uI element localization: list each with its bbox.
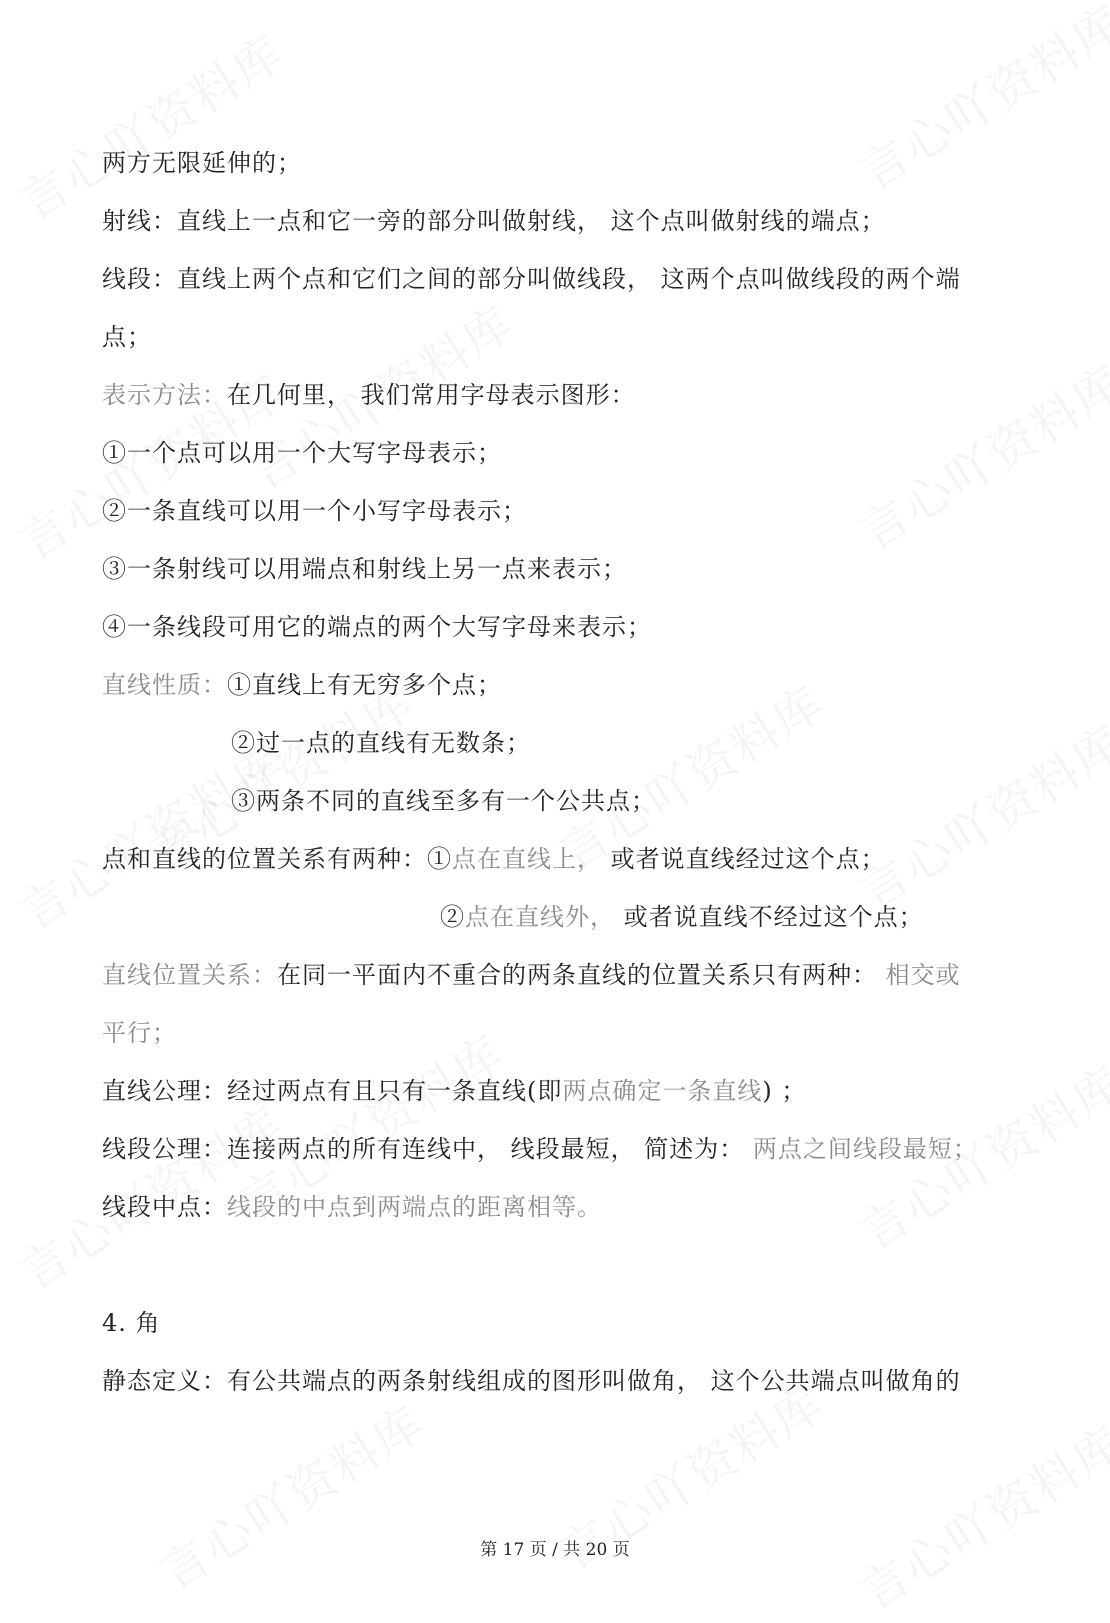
text-line <box>440 902 924 932</box>
text-line <box>102 554 627 584</box>
text-segment: 线段中点： <box>102 1193 227 1221</box>
text-line <box>102 960 961 990</box>
text-line <box>102 1076 806 1106</box>
watermark <box>845 346 1110 563</box>
text-segment: 两点之间线段最短； <box>752 1135 978 1163</box>
text-segment: ② <box>440 903 465 931</box>
text-segment: 点； <box>102 323 152 351</box>
watermark <box>845 0 1110 203</box>
text-line <box>231 786 656 816</box>
text-segment: 或者说直线不经过这个点； <box>615 903 924 931</box>
text-segment: 直线公理：经过两点有且只有一条直线(即 <box>102 1077 563 1105</box>
text-segment: 点在直线外， <box>465 903 615 931</box>
text-segment: ①直线上有无穷多个点； <box>227 671 502 699</box>
text-segment: 线段的中点到两端点的距离相等。 <box>227 1193 602 1221</box>
text-segment: 点在直线上， <box>452 845 602 873</box>
text-line <box>102 322 152 352</box>
watermark <box>5 726 296 943</box>
text-segment: 4. 角 <box>102 1309 161 1337</box>
text-segment: 在几何里， 我们常用字母表示图形： <box>227 381 636 409</box>
text-line <box>102 1366 961 1396</box>
watermark <box>5 16 296 233</box>
text-line <box>102 206 886 236</box>
text-line <box>102 264 961 294</box>
text-segment: 平行； <box>102 1019 177 1047</box>
text-segment: 表示方法： <box>102 381 227 409</box>
text-segment: 直线位置关系： <box>102 961 277 989</box>
watermark <box>845 706 1110 923</box>
text-segment: ④一条线段可用它的端点的两个大写字母来表示； <box>102 613 652 641</box>
text-line <box>102 1192 602 1222</box>
text-line <box>102 1018 177 1048</box>
text-segment: ②一条直线可以用一个小写字母表示； <box>102 497 527 525</box>
text-line <box>102 148 302 178</box>
text-line <box>231 728 531 758</box>
text-line <box>102 670 502 700</box>
text-segment: 静态定义：有公共端点的两条射线组成的图形叫做角， 这个公共端点叫做角的 <box>102 1367 961 1395</box>
text-line <box>102 844 886 874</box>
text-segment: 两点确定一条直线 <box>562 1077 763 1105</box>
text-line <box>102 612 652 642</box>
text-segment: 在同一平面内不重合的两条直线的位置关系只有两种： <box>277 961 886 989</box>
text-segment: ③两条不同的直线至多有一个公共点； <box>231 787 656 815</box>
text-line <box>102 1134 978 1164</box>
text-segment: 相交或 <box>885 961 961 989</box>
text-segment: 或者说直线经过这个点； <box>602 845 886 873</box>
text-line <box>102 496 527 526</box>
text-segment: 线段公理：连接两点的所有连线中， 线段最短， 简述为： <box>102 1135 753 1163</box>
text-segment: ) ； <box>762 1077 807 1105</box>
text-segment: 两方无限延伸的； <box>102 149 302 177</box>
text-segment: 点和直线的位置关系有两种： <box>102 845 427 873</box>
text-line <box>102 438 502 468</box>
text-segment: 线段：直线上两个点和它们之间的部分叫做线段， 这两个点叫做线段的两个端 <box>102 265 961 293</box>
text-segment: 直线性质： <box>102 671 227 699</box>
text-segment: ① <box>427 845 452 873</box>
text-line <box>102 380 636 410</box>
section-heading <box>102 1308 161 1338</box>
watermark <box>845 1406 1110 1623</box>
text-segment: ③一条射线可以用端点和射线上另一点来表示； <box>102 555 627 583</box>
text-segment: ①一个点可以用一个大写字母表示； <box>102 439 502 467</box>
page-footer: 第 17 页 / 共 20 页 <box>480 1540 630 1560</box>
text-segment: ②过一点的直线有无数条； <box>231 729 531 757</box>
text-segment: 射线：直线上一点和它一旁的部分叫做射线， 这个点叫做射线的端点； <box>102 207 886 235</box>
